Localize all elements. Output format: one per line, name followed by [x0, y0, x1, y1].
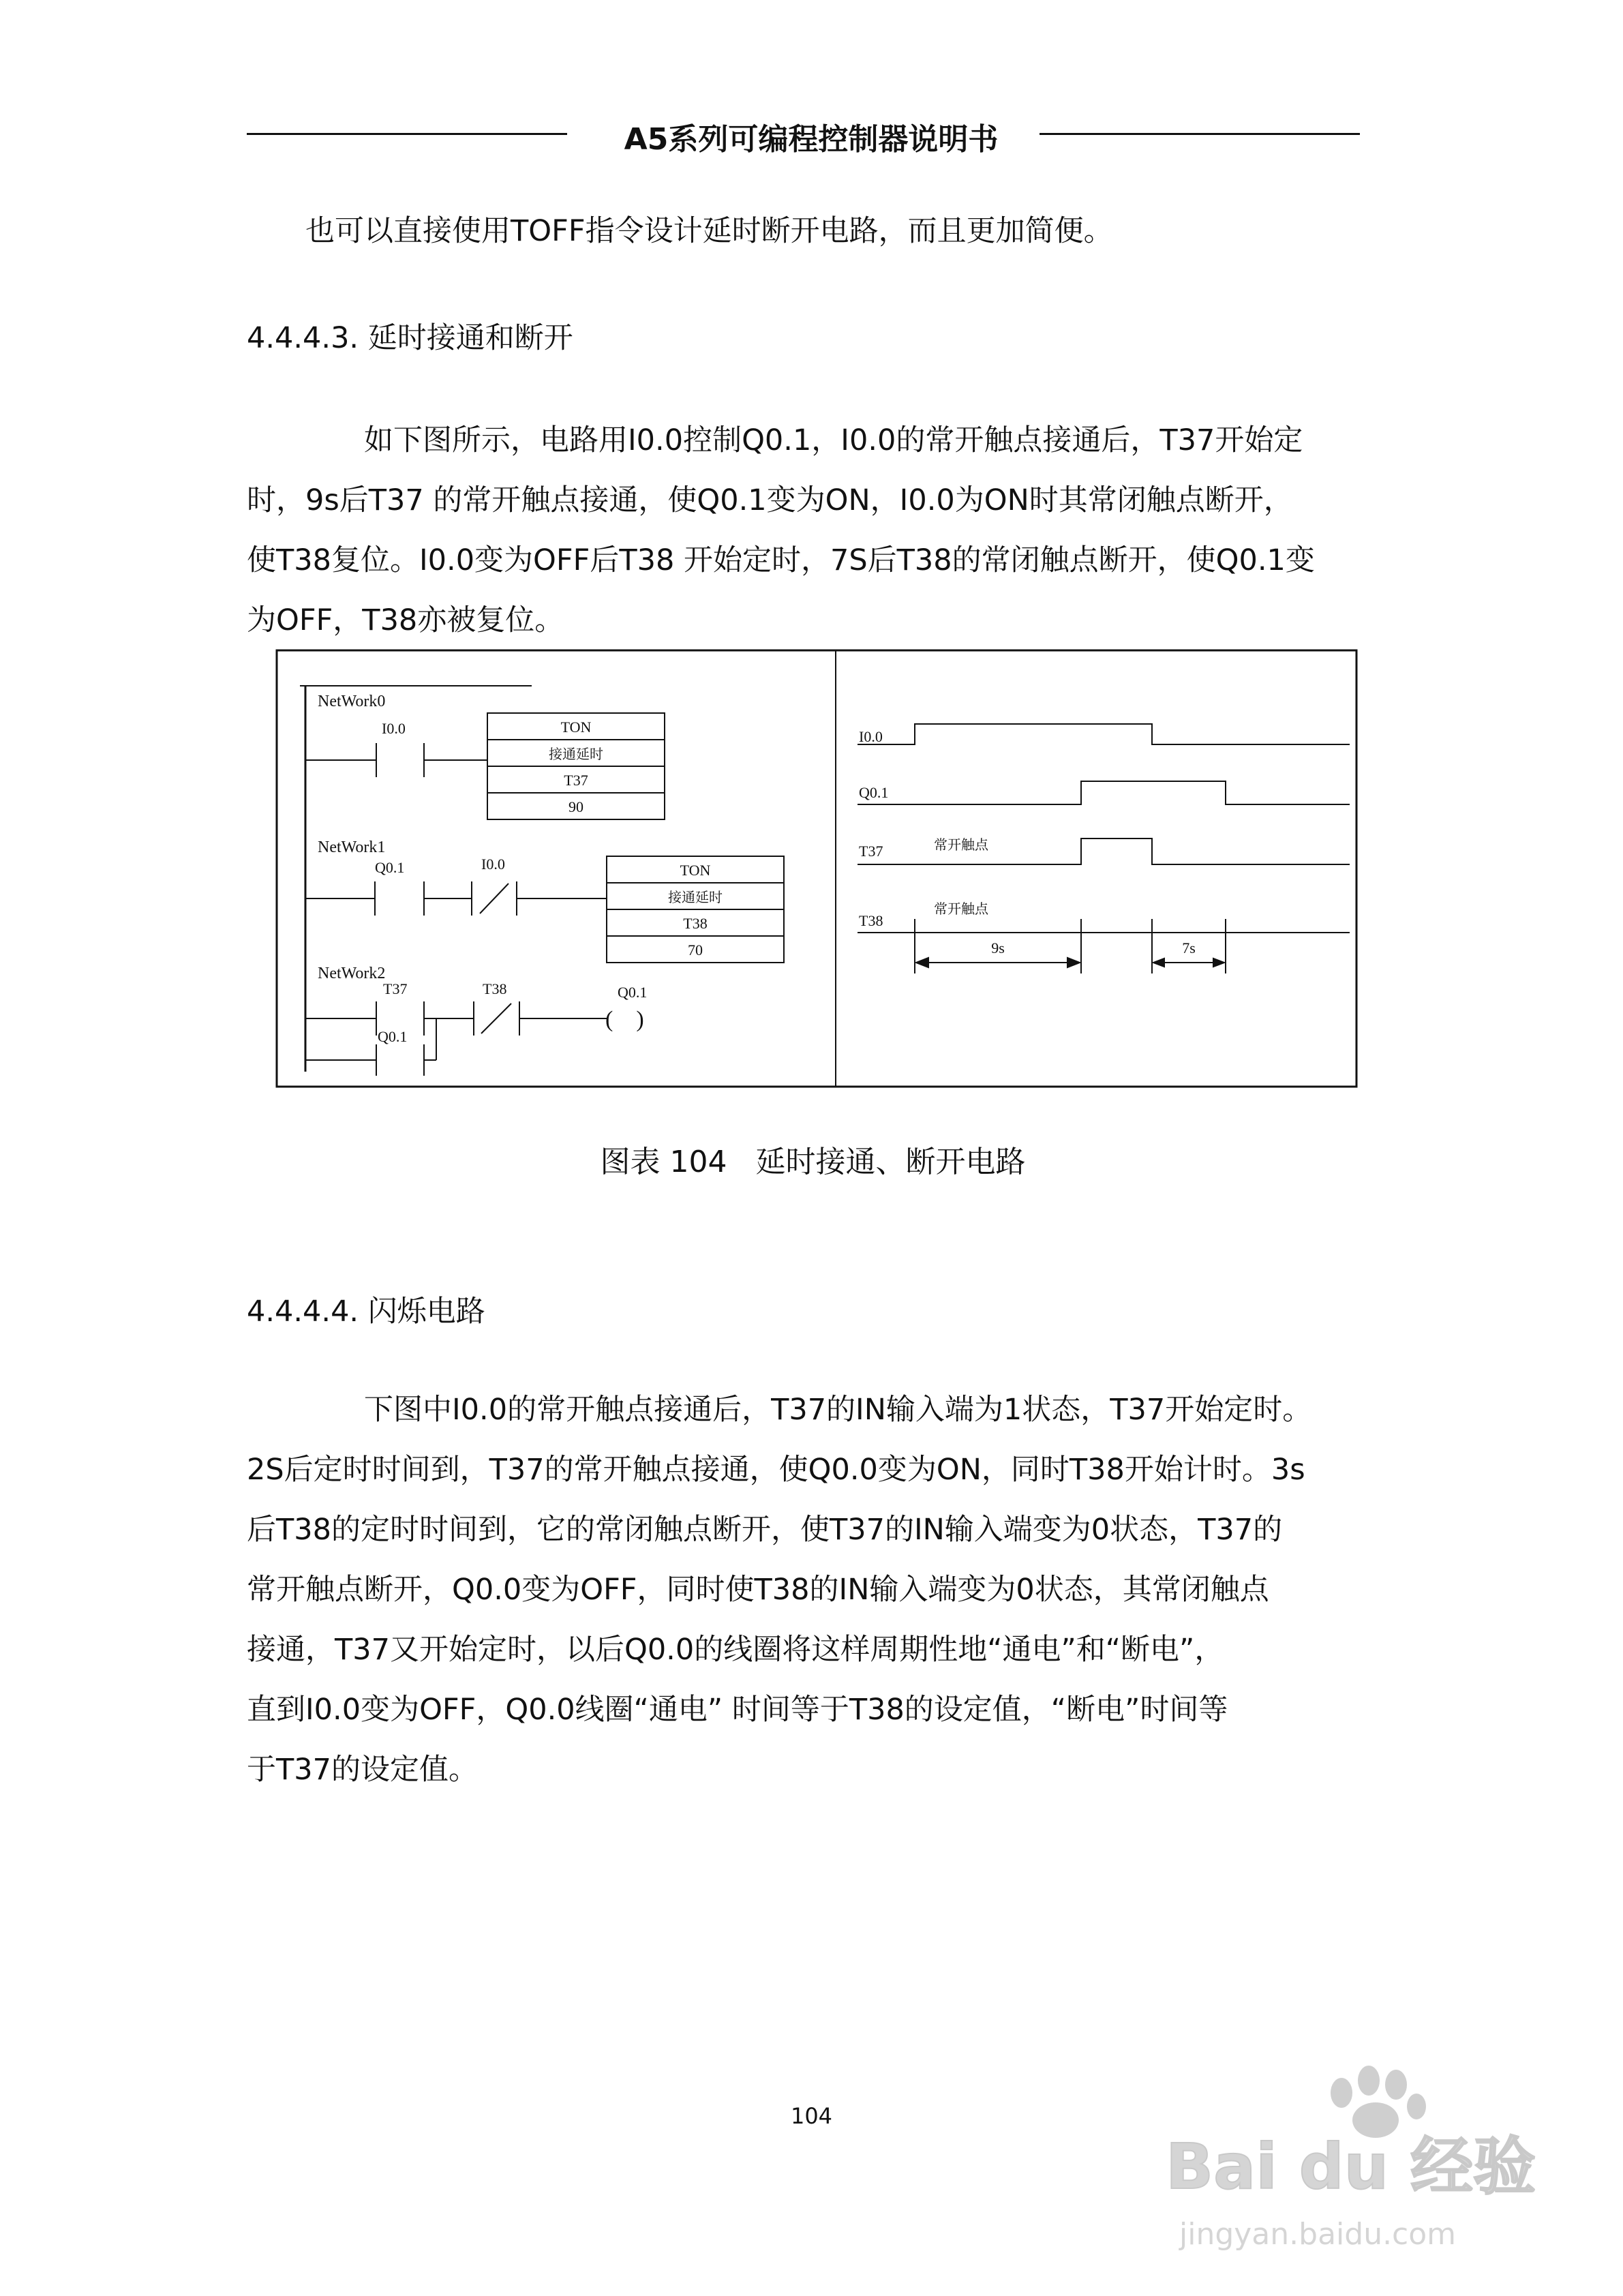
network1-label: NetWork1: [318, 839, 386, 856]
paw-icon: [1331, 2066, 1426, 2138]
network1-box-type: TON: [680, 862, 711, 879]
network2-coil-label: Q0.1: [618, 984, 648, 1001]
network0-box-preset: 90: [568, 798, 583, 815]
network2-coil-symbol: ( ): [605, 1007, 644, 1032]
section-heading-4444: 4.4.4.4. 闪烁电路: [247, 1295, 485, 1329]
network1-box-preset: 70: [688, 941, 703, 958]
delay-on-label: 9s: [991, 939, 1005, 956]
page-number: 104: [790, 2103, 833, 2129]
delay-off-label: 7s: [1182, 939, 1196, 956]
header-rule-left: [247, 133, 567, 135]
body-line: 下图中I0.0的常开触点接通后，T37的IN输入端为1状态，T37开始定时。: [364, 1393, 1312, 1427]
body-line: 于T37的设定值。: [247, 1753, 478, 1787]
network0-contact-label: I0.0: [382, 720, 406, 737]
timing-label-q01: Q0.1: [859, 784, 889, 801]
body-line: 后T38的定时时间到，它的常闭触点断开，使T37的IN输入端变为0状态，T37的: [247, 1513, 1283, 1547]
network1-box-timer: T38: [683, 915, 708, 932]
body-line: 时，9s后T37 的常开触点接通，使Q0.1变为ON，I0.0为ON时其常闭触点断开，: [247, 483, 1293, 517]
network0-box-type: TON: [560, 719, 592, 736]
network0-label: NetWork0: [318, 693, 386, 710]
network1-contact1-label: Q0.1: [375, 859, 405, 876]
network0-box-timer: T37: [564, 772, 588, 789]
timing-label-i00: I0.0: [859, 728, 883, 745]
intro-paragraph: 也可以直接使用TOFF指令设计延时断开电路，而且更加简便。: [305, 214, 1113, 248]
body-line: 为OFF，T38亦被复位。: [247, 603, 564, 637]
body-line: 使T38复位。I0.0变为OFF后T38 开始定时，7S后T38的常闭触点断开，使Q0.1变: [247, 543, 1315, 577]
watermark-brand: Bai du 经验: [1166, 2130, 1536, 2203]
dimension-9s: [916, 958, 1080, 967]
dimension-7s: [1153, 958, 1224, 967]
body-line: 直到I0.0变为OFF，Q0.0线圈“通电” 时间等于T38的设定值，“断电”时间等: [247, 1693, 1228, 1727]
baidu-watermark: [1159, 2052, 1541, 2256]
network1-no-contact: [375, 881, 424, 916]
timing-label-t38: T38: [859, 912, 883, 929]
section-4443-body: [247, 410, 1392, 650]
ladder-timing-diagram: [273, 648, 1360, 1091]
header-title: A5系列可编程控制器说明书: [624, 122, 999, 157]
body-line: 常开触点断开，Q0.0变为OFF，同时使T38的IN输入端变为0状态，其常闭触点: [247, 1573, 1269, 1607]
network1-nc-contact: [472, 881, 517, 916]
network2-q01-contact: [376, 1044, 424, 1076]
body-line: 如下图所示，电路用I0.0控制Q0.1，I0.0的常开触点接通后，T37开始定: [364, 423, 1303, 457]
timing-note-t37: 常开触点: [934, 836, 988, 853]
network2-label: NetWork2: [318, 965, 386, 982]
network0-box-desc: 接通延时: [549, 746, 603, 762]
network1-contact2-label: I0.0: [481, 856, 505, 873]
timing-wave-t37: [858, 839, 1350, 864]
timing-wave-q01: [858, 781, 1350, 804]
diagram-frame: [277, 650, 1356, 1087]
network2-t38-nc-contact: [474, 1001, 519, 1036]
timing-note-t38: 常开触点: [934, 901, 988, 917]
network2-t37-label: T37: [383, 980, 408, 997]
timing-wave-i00: [858, 724, 1350, 744]
body-line: 接通，T37又开始定时，以后Q0.0的线圈将这样周期性地“通电”和“断电”，: [247, 1633, 1224, 1667]
body-line: 2S后定时时间到，T37的常开触点接通，使Q0.0变为ON，同时T38开始计时。3s: [247, 1453, 1305, 1487]
section-4444-body: [247, 1380, 1392, 1800]
watermark-url: jingyan.baidu.com: [1179, 2217, 1457, 2252]
figure-caption: 图表 104 延时接通、断开电路: [600, 1145, 1026, 1179]
network2-q01-label: Q0.1: [378, 1028, 408, 1045]
header-rule-right: [1040, 133, 1360, 135]
network0-no-contact: [376, 743, 424, 777]
network2-t38-label: T38: [483, 980, 507, 997]
network1-box-desc: 接通延时: [668, 889, 723, 905]
section-heading-4443: 4.4.4.3. 延时接通和断开: [247, 321, 573, 355]
timing-label-t37: T37: [859, 843, 883, 860]
